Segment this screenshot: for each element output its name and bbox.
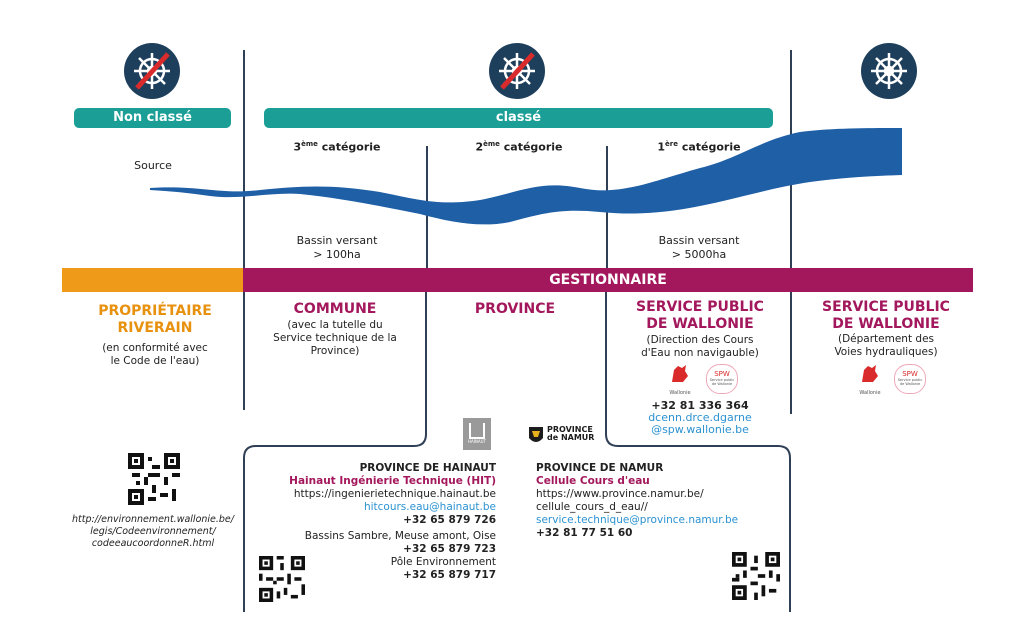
hainaut-email-link[interactable]: hitcours.eau@hainaut.be [363, 501, 496, 513]
province-heading: PROVINCE [474, 301, 556, 317]
spw-email-link[interactable]: dcenn.drce.dgarne [648, 411, 752, 424]
hainaut-logo: HAINAUT [463, 418, 491, 450]
spw-contact-1: +32 81 336 364 dcenn.drce.dgarne @spw.wallonie.be [620, 400, 780, 436]
qr-code-icon[interactable] [128, 453, 180, 505]
gestionnaire-bar: GESTIONNAIRE [243, 268, 973, 292]
non-classe-label: Non classé [74, 108, 231, 128]
namur-contact: PROVINCE DE NAMUR Cellule Cours d'eau https://www.province.namur.be/ cellule_cours_d_eau// service.technique@province.namur.be +32 81 77 51 60 [536, 462, 776, 540]
proprietaire-heading: PROPRIÉTAIRE RIVERAIN [98, 303, 212, 336]
hainaut-url-link[interactable]: https://ingenierietechnique.hainaut.be [293, 488, 496, 500]
bassin-5000ha: Bassin versant > 5000ha [658, 234, 740, 261]
namur-email-link[interactable]: service.technique@province.namur.be [536, 514, 739, 526]
qr-code-icon[interactable] [259, 556, 305, 602]
category-3: 3ème catégorie [293, 140, 381, 154]
spw-note-2: (Département des Voies hydrauliques) [834, 333, 938, 358]
namur-logo: PROVINCE de NAMUR [528, 424, 598, 448]
source-label: Source [134, 159, 172, 172]
hainaut-contact: PROVINCE DE HAINAUT Hainaut Ingénierie Technique (HIT) https://ingenierietechnique.hainaut.be hitcours.eau@hainaut.be +32 65 879 726 Bassins Sambre, Meuse amont, Oise +32 65 879 723 Pôle Environnement +32 65 879 717 [244, 462, 496, 582]
spw-logo: SPW Service public de Wallonie [706, 364, 738, 394]
commune-note: (avec la tutelle du Service technique de la Province) [273, 319, 397, 357]
spw-note-1: (Direction des Cours d'Eau non navigauble) [641, 334, 759, 359]
commune-heading: COMMUNE [293, 301, 377, 317]
wallonie-logo: Wallonie [854, 362, 886, 394]
spw-logo: SPW Service public de Wallonie [894, 364, 926, 394]
bassin-100ha: Bassin versant > 100ha [296, 234, 378, 261]
wallonie-logo: Wallonie [664, 362, 696, 394]
spw-heading-1: SERVICE PUBLIC DE WALLONIE [636, 299, 764, 332]
namur-url-link[interactable]: https://www.province.namur.be/ [536, 488, 704, 500]
qr-code-icon[interactable] [732, 552, 780, 600]
spw-heading-2: SERVICE PUBLIC DE WALLONIE [822, 299, 950, 332]
environnement-url[interactable]: http://environnement.wallonie.be/ legis/Codeenvironnement/ codeeaucoordonneR.html [72, 514, 234, 549]
category-1: 1ère catégorie [657, 140, 741, 154]
classe-label: classé [264, 108, 773, 128]
category-2: 2ème catégorie [475, 140, 563, 154]
proprietaire-note: (en conformité avec le Code de l'eau) [102, 342, 208, 367]
